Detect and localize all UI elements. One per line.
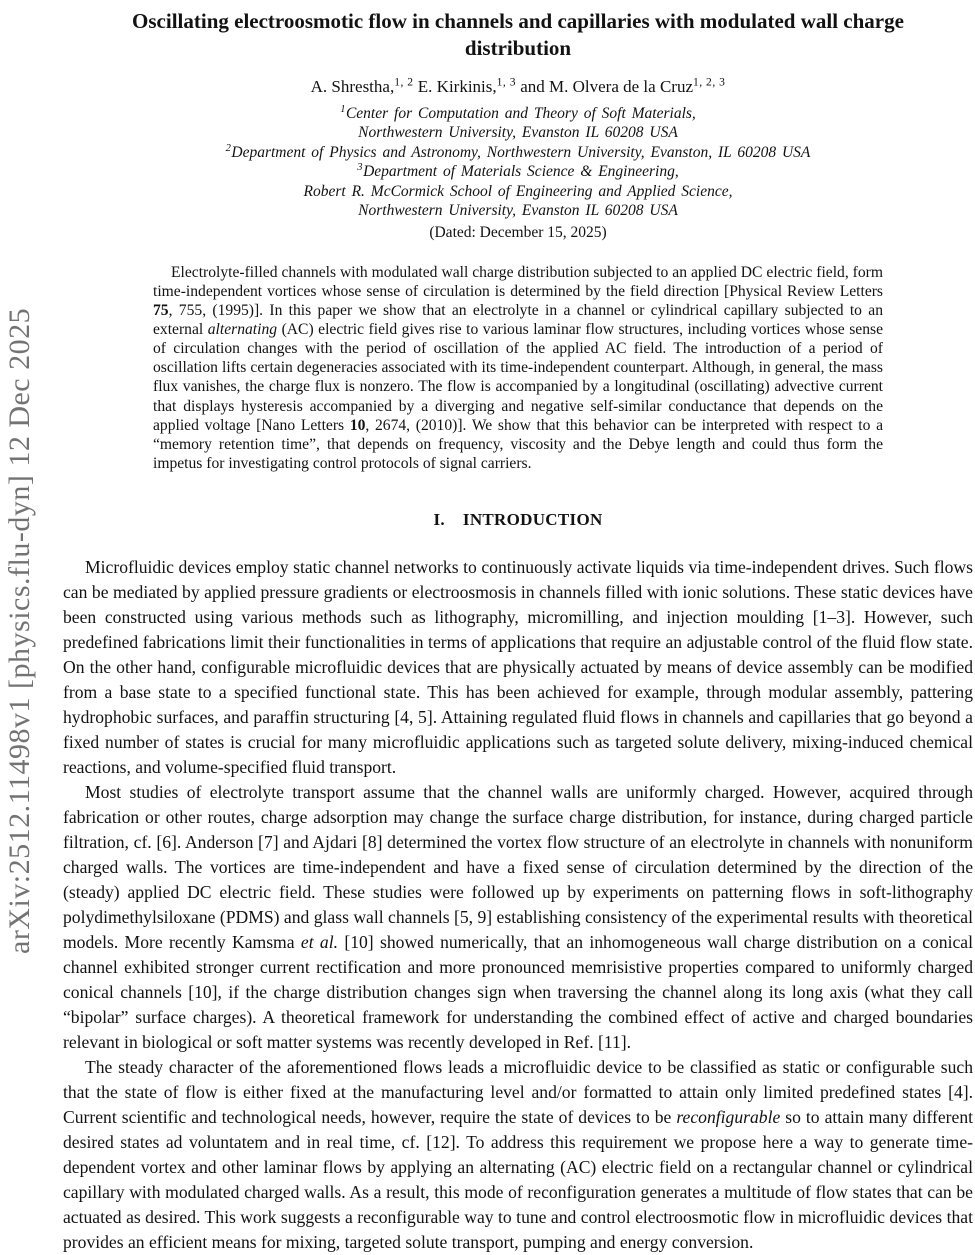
arxiv-watermark: arXiv:2512.11498v1 [physics.flu-dyn] 12 Dec 2025: [3, 307, 36, 955]
abstract: Electrolyte-filled channels with modulated wall charge distribution subjected to an applied DC electric field, form time-independent vortices whose sense of circulation is determined by the field direction [Physical Review Letters 75, 755, (1995)]. In this paper we show that an electrolyte in a channel or cylindrical capillary subjected to an external alternating (AC) electric field gives rise to various laminar flow structures, including vortices whose sense of circulation changes with the period of oscillation of the applied AC field. The introduction of a period of oscillation lifts certain degeneracies associated with its time-independent counterpart. Although, in general, the mass flux vanishes, the charge flux is nonzero. The flow is accompanied by a longitudinal (oscillating) advective current that displays hysteresis accompanied by a diverging and negative self-similar conductance that depends on the applied voltage [Nano Letters 10, 2674, (2010)]. We show that this behavior can be interpreted with respect to a “memory retention time”, that depends on frequency, viscosity and the Debye length and could thus form the impetus for investigating control protocols of signal carriers.: [153, 263, 883, 472]
paragraph: The steady character of the aforementioned flows leads a microfluidic device to be classified as static or configurable such that the state of flow is either fixed at the manufacturing level and/or formatted to attain only limited predefined states [4]. Current scientific and technological needs, however, require the state of devices to be reconfigurable so to attain many different desired states ad voluntatem and in real time, cf. [12]. To address this requirement we propose here a way to generate time-dependent vortex and other laminar flows by applying an alternating (AC) electric field on a rectangular channel or cylindrical capillary with modulated charged walls. As a result, this mode of reconfiguration generates a multitude of flow states that can be actuated as desired. This work suggests a reconfigurable way to tune and control electroosmotic flow in microfluidic devices that provides an efficient means for mixing, targeted solute transport, pumping and energy conversion.: [63, 1056, 974, 1252]
affiliations-block: [63, 104, 973, 221]
affiliation-line: Northwestern University, Evanston IL 60208 USA: [358, 202, 678, 220]
introduction-body: [63, 555, 973, 1255]
section-number: I.: [433, 509, 445, 529]
section-title: INTRODUCTION: [462, 509, 603, 529]
paper-content: [63, 0, 973, 1255]
section-heading-introduction: [63, 510, 973, 530]
paragraph: Microfluidic devices employ static channel networks to continuously activate liquids via time-independent drives. Such flows can be mediated by applied pressure gradients or electroosmosis in channels filled with ionic solutions. These static devices have been constructed using various methods such as lithography, micromilling, and injection moulding [1–3]. However, such predefined fabrications limit their functionalities in terms of applications that require an adjustable control of the fluid flow state. On the other hand, configurable microfluidic devices that are physically actuated by means of device assembly can be modified from a base state to a specified functional state. This has been achieved for example, through modular assembly, pattering hydrophobic surfaces, and paraffin structuring [4, 5]. Attaining regulated fluid flows in channels and capillaries that go beyond a fixed number of states is crucial for many microfluidic applications such as targeted solute delivery, mixing-induced chemical reactions, and volume-specified fluid transport.: [63, 556, 973, 777]
affiliation-line: $^2$Department of Physics and Astronomy, Northwestern University, Evanston, IL 60208 USA: [225, 142, 811, 161]
affiliation-line: Robert R. McCormick School of Engineering and Applied Science,: [303, 182, 733, 200]
dateline: (Dated: December 15, 2025): [429, 223, 607, 241]
paragraph: Most studies of electrolyte transport assume that the channel walls are uniformly charged. However, acquired through fabrication or other routes, charge adsorption may change the surface charge distribution, for instance, during charged particle filtration, cf. [6]. Anderson [7] and Ajdari [8] determined the vortex flow structure of an electrolyte in channels with nonuniform charged walls. The vortices are time-independent and have a fixed sense of circulation determined by the direction of the (steady) applied DC electric field. These studies were followed up by experiments on patterning flows in soft-lithography polydimethylsiloxane (PDMS) and glass wall channels [5, 9] establishing consistency of the experimental results with theoretical models. More recently Kamsma et al. [10] showed numerically, that an inhomogeneous wall charge distribution on a conical channel exhibited stronger current rectification and more pronounced memrisistive properties compared to uniformly charged conical channels [10], if the charge distribution changes sign when traversing the channel along its long axis (what they call “bipolar” surface charges). A theoretical framework for understanding the combined effect of active and charged boundaries relevant in biological or soft matter systems was recently developed in Ref. [11].: [63, 781, 973, 1052]
author-line: A. Shrestha,$^{1, 2}$ E. Kirkinis,$^{1, 3}$ and M. Olvera de la Cruz$^{1, 2, 3}$: [310, 75, 726, 96]
affiliation-line: Northwestern University, Evanston IL 60208 USA: [358, 124, 678, 142]
affiliation-line: $^3$Department of Materials Science & Engineering,: [357, 162, 679, 181]
affiliation-line: $^1$Center for Computation and Theory of Soft Materials,: [340, 103, 696, 122]
page-title: Oscillating electroosmotic flow in channels and capillaries with modulated wall charge distribution: [132, 9, 904, 60]
